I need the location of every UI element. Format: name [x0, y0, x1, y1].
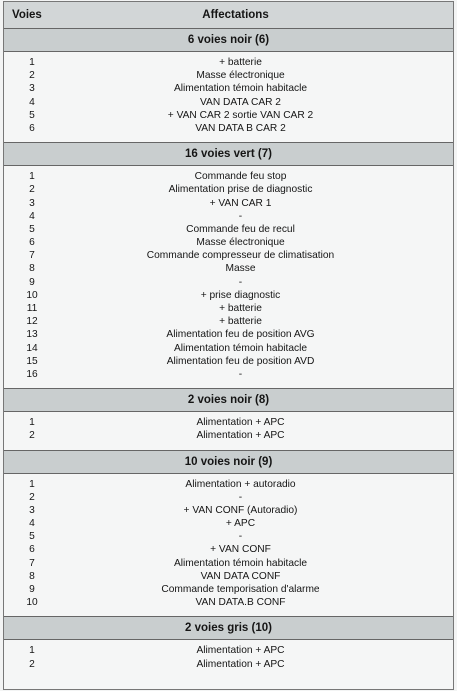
- voie-number: 7: [29, 250, 35, 262]
- section-title: 2 voies gris (10): [4, 616, 453, 640]
- table-row: [4, 69, 453, 82]
- voie-number: 13: [26, 329, 38, 341]
- affectation-text: -: [238, 210, 243, 222]
- voie-number: 14: [26, 342, 38, 354]
- voie-number: 4: [29, 518, 35, 530]
- voie-number: 5: [29, 223, 35, 235]
- affectation-text: + batterie: [219, 316, 262, 328]
- voie-number: 1: [29, 57, 35, 68]
- table-row: [4, 416, 453, 429]
- voie-number: 8: [29, 263, 35, 275]
- table-row: [4, 570, 453, 583]
- table-row: [4, 262, 453, 275]
- table-row: [4, 183, 453, 196]
- affectation-text: + VAN CONF (Autoradio): [183, 504, 298, 516]
- voie-number: 9: [29, 276, 35, 288]
- affectation-text: Alimentation témoin habitacle: [173, 342, 308, 354]
- affectation-text: VAN DATA B CAR 2: [195, 122, 286, 134]
- voie-number: 1: [29, 417, 35, 429]
- section-title: 2 voies noir (8): [4, 388, 453, 412]
- voie-number: 6: [29, 237, 35, 249]
- section-rows: [4, 412, 453, 449]
- table-row: [4, 368, 453, 381]
- affectation-text: + APC: [225, 518, 256, 530]
- voie-number: 2: [29, 430, 35, 442]
- table-row: [4, 596, 453, 609]
- table-row: [4, 504, 453, 517]
- header-affectations: Affectations: [202, 9, 269, 21]
- section-title: 6 voies noir (6): [4, 29, 453, 52]
- table-row: [4, 82, 453, 95]
- voie-number: 2: [29, 658, 35, 670]
- affectation-text: + batterie: [219, 57, 262, 68]
- section-rows: [4, 640, 453, 677]
- table-row: [4, 236, 453, 249]
- affectation-text: -: [238, 276, 243, 288]
- affectation-text: Alimentation témoin habitacle: [173, 83, 308, 95]
- voie-number: 3: [29, 197, 35, 209]
- affectation-text: Alimentation feu de position AVD: [166, 355, 315, 367]
- table-row: [4, 491, 453, 504]
- affectation-text: Alimentation prise de diagnostic: [168, 184, 313, 196]
- affectation-text: Alimentation + APC: [196, 430, 285, 442]
- section-title: 10 voies noir (9): [4, 450, 453, 474]
- affectation-text: Alimentation + autoradio: [185, 478, 296, 490]
- voie-number: 5: [29, 531, 35, 543]
- voie-number: 2: [29, 70, 35, 82]
- table-row: [4, 658, 453, 671]
- affectation-text: Masse électronique: [196, 70, 285, 82]
- voie-number: 9: [29, 584, 35, 595]
- voie-number: 4: [29, 96, 35, 108]
- table-row: [4, 96, 453, 109]
- voie-number: 1: [29, 478, 35, 490]
- affectation-text: Alimentation + APC: [196, 417, 285, 429]
- section-rows: [4, 474, 453, 617]
- affectation-text: -: [238, 531, 243, 543]
- affectation-text: Commande compresseur de climatisation: [146, 250, 335, 262]
- affectation-text: Alimentation feu de position AVG: [166, 329, 315, 341]
- voie-number: 8: [29, 570, 35, 582]
- table-row: [4, 302, 453, 315]
- affectation-text: + prise diagnostic: [200, 289, 281, 301]
- table-row: [4, 429, 453, 442]
- affectation-text: -: [238, 368, 243, 380]
- affectation-text: Alimentation + APC: [196, 645, 285, 657]
- table-row: [4, 543, 453, 556]
- connector-table: [3, 1, 454, 690]
- affectation-text: VAN DATA CAR 2: [200, 96, 281, 108]
- voie-number: 2: [29, 491, 35, 503]
- voie-number: 3: [29, 504, 35, 516]
- voie-number: 10: [26, 597, 38, 609]
- affectation-text: + VAN CONF: [210, 544, 271, 556]
- table-row: [4, 530, 453, 543]
- voie-number: 11: [26, 303, 38, 314]
- affectation-text: + VAN CAR 1: [209, 197, 272, 209]
- voie-number: 6: [29, 544, 35, 556]
- affectation-text: Commande feu stop: [194, 171, 287, 183]
- section-rows: [4, 52, 453, 142]
- voie-number: 16: [26, 368, 38, 380]
- table-row: [4, 342, 453, 355]
- affectation-text: VAN DATA.B CONF: [195, 597, 286, 609]
- table-row: [4, 276, 453, 289]
- affectation-text: -: [238, 491, 243, 503]
- affectation-text: Commande feu de recul: [186, 223, 295, 235]
- voie-number: 5: [29, 109, 35, 121]
- table-row: [4, 249, 453, 262]
- table-row: [4, 289, 453, 302]
- table-body: [4, 29, 453, 678]
- table-row: [4, 557, 453, 570]
- table-row: [4, 328, 453, 341]
- table-row: [4, 197, 453, 210]
- affectation-text: Alimentation + APC: [196, 658, 285, 670]
- voie-number: 2: [29, 184, 35, 196]
- affectation-text: Commande temporisation d'alarme: [161, 584, 320, 595]
- voie-number: 15: [26, 355, 38, 367]
- section-title: 16 voies vert (7): [4, 142, 453, 166]
- voie-number: 6: [29, 122, 35, 134]
- table-row: [4, 644, 453, 657]
- affectation-text: Masse électronique: [196, 237, 285, 249]
- table-row: [4, 517, 453, 530]
- header-voies: Voies: [12, 9, 42, 21]
- table-row: [4, 355, 453, 368]
- table-row: [4, 583, 453, 596]
- voie-number: 1: [29, 171, 35, 183]
- affectation-text: VAN DATA CONF: [200, 570, 281, 582]
- affectation-text: + VAN CAR 2 sortie VAN CAR 2: [167, 109, 314, 121]
- table-row: [4, 210, 453, 223]
- table-row: [4, 170, 453, 183]
- voie-number: 7: [29, 557, 35, 569]
- table-row: [4, 109, 453, 122]
- table-row: [4, 223, 453, 236]
- voie-number: 4: [29, 210, 35, 222]
- voie-number: 12: [26, 316, 38, 328]
- affectation-text: + batterie: [219, 303, 262, 314]
- table-row: [4, 122, 453, 135]
- voie-number: 1: [29, 645, 35, 657]
- affectation-text: Masse: [225, 263, 256, 275]
- voie-number: 3: [29, 83, 35, 95]
- voie-number: 10: [26, 289, 38, 301]
- section-rows: [4, 166, 453, 388]
- table-row: [4, 478, 453, 491]
- affectation-text: Alimentation témoin habitacle: [173, 557, 308, 569]
- table-header: [4, 2, 453, 29]
- table-row: [4, 56, 453, 69]
- table-row: [4, 315, 453, 328]
